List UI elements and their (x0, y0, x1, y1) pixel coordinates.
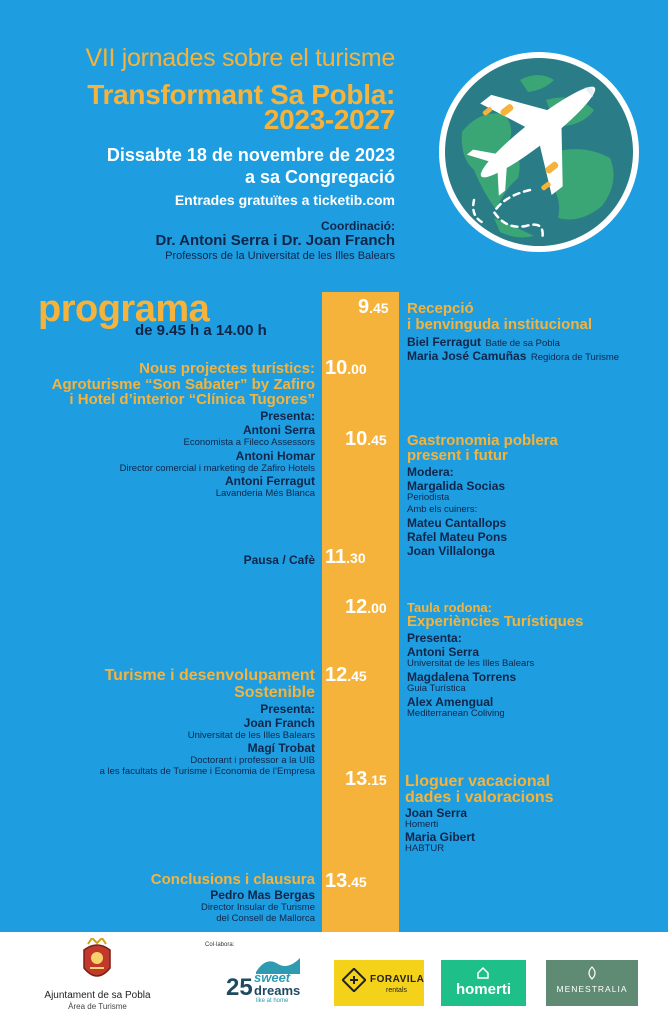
rental-title-line1: Lloguer vacacional (405, 773, 550, 790)
chefs-label: Amb els cuiners: (407, 504, 478, 515)
homerti-name: homerti (455, 981, 511, 998)
speaker-role: Universitat de les Illes Balears (187, 730, 315, 741)
speaker-name: Antoni Ferragut (225, 474, 315, 488)
rental-title-line2: dades i valoracions (405, 789, 554, 806)
time-slot: 9.45 (358, 296, 389, 318)
projects-title-line2: i Hotel d’interior “Clínica Tugores” (69, 391, 315, 408)
gastronomy-title-line2: present i futur (407, 447, 508, 464)
globe-plane-illustration (434, 40, 644, 258)
edition-title: VII jornades sobre el turisme (85, 44, 395, 72)
speaker-name: Antoni Homar (235, 449, 315, 463)
speaker-role: Guia Turística (407, 683, 466, 694)
program-title: programa (38, 288, 210, 330)
speaker-role: Director Insular de Turisme (200, 902, 315, 913)
speaker: Biel Ferragut Batle de sa Pobla (407, 335, 560, 349)
gastronomy-title-line1: Gastronomia poblera (407, 432, 558, 449)
speaker-name: Pedro Mas Bergas (210, 888, 315, 902)
diamond-icon (342, 968, 366, 992)
presenta-label: Presenta: (407, 631, 462, 645)
speaker-name: Magí Trobat (247, 741, 315, 755)
event-date: Dissabte 18 de novembre de 2023 (106, 145, 395, 165)
sustainable-title-line2: Sostenible (234, 684, 315, 701)
round-table-title: Experiències Turístiques (407, 613, 584, 630)
time-slot: 11.30 (325, 546, 366, 568)
event-venue: a sa Congregació (244, 167, 395, 187)
pause-label: Pausa / Cafè (243, 553, 315, 567)
menestralia-name: MENESTRALIA (556, 984, 628, 994)
moderator-name: Margalida Socias (407, 479, 506, 493)
time-slot: 13.45 (325, 870, 367, 892)
main-title-line1: Transformant Sa Pobla: (87, 79, 395, 110)
closing-title: Conclusions i clausura (150, 871, 315, 888)
coordinators: Dr. Antoni Serra i Dr. Joan Franch (155, 232, 395, 249)
speaker-name: Joan Franch (243, 716, 315, 730)
time-slot: 12.00 (345, 596, 387, 618)
presenta-label: Presenta: (260, 702, 315, 716)
time-slot: 12.45 (325, 664, 367, 686)
projects-title-line1: Agroturisme “Son Sabater” by Zafiro (51, 376, 315, 393)
chef-name: Rafel Mateu Pons (407, 530, 508, 544)
round-table-pre: Taula rodona: (407, 600, 492, 615)
modera-label: Modera: (407, 465, 454, 479)
sweet-number: 25 (226, 974, 253, 1001)
speaker-name: Antoni Serra (407, 645, 480, 659)
main-title-line2: 2023-2027 (263, 104, 395, 135)
time-slot: 10.00 (325, 357, 367, 379)
tickets-info: Entrades gratuïtes a ticketib.com (174, 192, 395, 208)
speaker-name: Antoni Serra (242, 423, 315, 437)
speaker-role: Director comercial i marketing de Zafiro Hotels (119, 463, 315, 474)
speaker: Maria José Camuñas Regidora de Turisme (407, 349, 620, 363)
council-area: Àrea de Turisme (68, 1002, 127, 1011)
footer-sponsors (0, 932, 668, 1024)
speaker-role: Doctorant i professor a la UIB (190, 755, 315, 766)
coordinators-affiliation: Professors de la Universitat de les Illes Balears (165, 250, 395, 262)
time-slot: 13.15 (345, 768, 387, 790)
foravila-name: FORAVILA (370, 974, 425, 985)
speaker-role: Homerti (405, 819, 439, 830)
speaker-role: Universitat de les Illes Balears (407, 658, 535, 669)
speaker-role: del Consell de Mallorca (216, 913, 315, 924)
sweet-word: sweet (254, 970, 291, 985)
projects-pre: Nous projectes turístics: (139, 360, 315, 377)
speaker-role: Economista a Fileco Assessors (183, 437, 315, 448)
council-name: Ajuntament de sa Pobla (44, 990, 151, 1001)
speaker-name: Alex Amengual (407, 695, 494, 709)
house-icon (476, 966, 490, 980)
speaker-name: Joan Serra (405, 806, 468, 820)
moderator-role: Periodista (407, 492, 450, 503)
foravila-logo (334, 960, 424, 1006)
coordination-label: Coordinació: (321, 219, 395, 233)
crest-icon (80, 938, 114, 986)
speaker-role: a les facultats de Turisme i Economia de l’Empresa (99, 766, 315, 777)
speaker-role: HABTUR (405, 843, 445, 854)
speaker-role: Lavanderia Més Blanca (215, 488, 315, 499)
chef-name: Mateu Cantallops (407, 516, 507, 530)
sustainable-title-line1: Turisme i desenvolupament (104, 667, 315, 684)
program-hours: de 9.45 h a 14.00 h (135, 322, 267, 339)
reception-title-line2: i benvinguda institucional (407, 316, 593, 333)
menestralia-logo (546, 960, 638, 1006)
dreams-word: dreams (254, 983, 301, 998)
homerti-logo (441, 960, 526, 1006)
collab-label: Col·labora: (205, 942, 235, 948)
time-slot: 10.45 (345, 428, 387, 450)
speaker-name: Magdalena Torrens (407, 670, 517, 684)
council-logo (40, 938, 155, 1020)
sweet-tagline: like at home (256, 998, 289, 1004)
foravila-sub: rentals (386, 987, 408, 994)
leaf-icon (584, 965, 600, 981)
reception-title-line1: Recepció (407, 300, 474, 317)
speaker-name: Maria Gibert (405, 830, 476, 844)
speaker-role: Mediterranean Coliving (407, 708, 505, 719)
chef-name: Joan Villalonga (407, 544, 495, 558)
sweet-dreams-logo (226, 954, 306, 1010)
presenta-label: Presenta: (260, 409, 315, 423)
